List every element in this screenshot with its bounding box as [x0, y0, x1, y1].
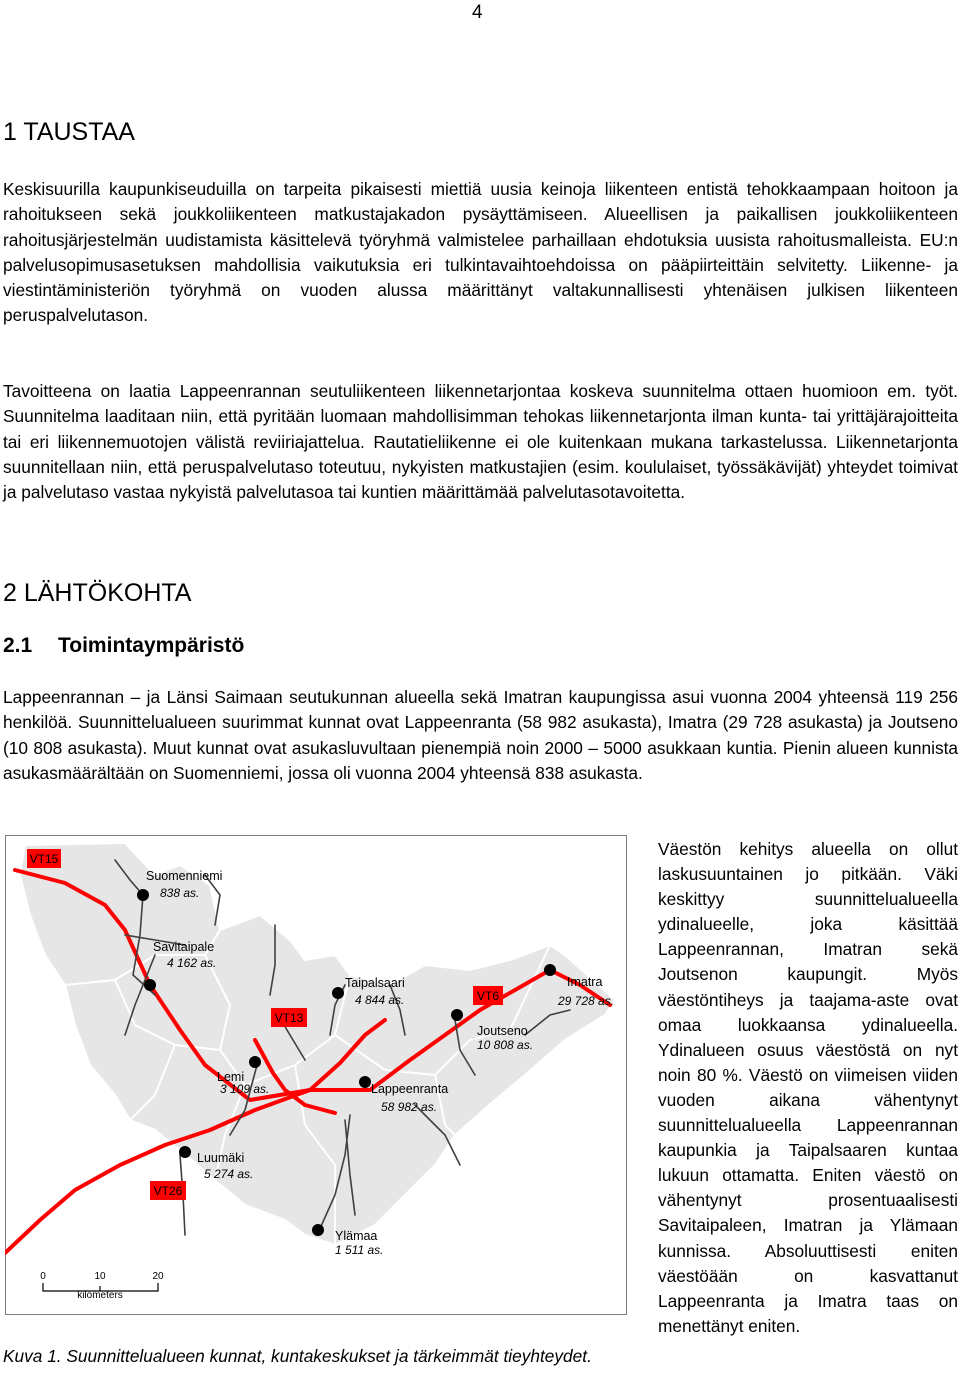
town-dot-lappeenranta — [359, 1076, 371, 1088]
page-number: 4 — [472, 2, 483, 23]
town-dot-ylamaa — [312, 1224, 324, 1236]
region-map — [5, 835, 627, 1315]
subsection-title: Toimintaympäristö — [58, 634, 245, 657]
road-label-vt15: VT15 — [29, 852, 59, 866]
town-population: 4 844 as. — [355, 993, 405, 1007]
town-dot-savitaipale — [144, 979, 156, 991]
scale-tick-20: 20 — [152, 1271, 164, 1282]
section-heading-lahtokohta: 2 LÄHTÖKOHTA — [3, 579, 192, 607]
paragraph-taustaa-2: Tavoitteena on laatia Lappeenrannan seutuliikenteen liikennetarjontaa koskeva suunnitelma ottaen huomioon em. työt. Suunnitelma laaditaan niin, että pyritään luomaan mahdollisimman tehokas liikennetarjonta ilman kunta- tai yrittäjärajoitteita tai eri liikennemuotojen välistä reviiriajattelua. Rautatieliikenne ei ole kuitenkaan mukana tarkastelussa. Liikennetarjonta suunnitellaan niin, että peruspalvelutaso toteutuu, nykyisten matkustajien (esim. koululaiset, työssäkävijät) yhteydet toimivat ja palvelutaso vastaa nykyistä palvelutasoa tai kuntien määrittämää palvelutasotavoitetta. — [3, 381, 958, 503]
town-name: Joutseno — [477, 1024, 528, 1038]
town-name: Imatra — [567, 975, 603, 989]
paragraph-toimintaymparisto: Lappeenrannan – ja Länsi Saimaan seutukunnan alueella sekä Imatran kaupungissa asui vuonna 2004 yhteensä 119 256 henkilöä. Suunnittelualueen suurimmat kunnat ovat Lappeenranta (58 982 asukasta), Imatra (29 728 asukasta) ja Joutseno (10 808 asukasta). Muut kunnat ovat asukasluvultaan pienempiä noin 2000 – 5000 asukkaan kuntia. Pienin alueen kunnista asukasmäärältään on Suomenniemi, jossa oli vuonna 2004 yhteensä 838 asukasta. — [3, 687, 958, 783]
town-population: 29 728 as. — [558, 994, 615, 1008]
town-dot-suomenniemi — [137, 889, 149, 901]
town-population: 4 162 as. — [167, 956, 217, 970]
town-name: Suomenniemi — [146, 869, 223, 883]
road-label-vt13: VT13 — [274, 1011, 304, 1025]
town-population: 838 as. — [160, 886, 200, 900]
section-heading-taustaa: 1 TAUSTAA — [3, 118, 135, 146]
town-dot-taipalsaari — [332, 987, 344, 999]
town-name: Savitaipale — [153, 940, 215, 954]
town-name: Lappeenranta — [371, 1082, 449, 1096]
town-population: 10 808 as. — [477, 1038, 534, 1052]
figure-caption: Kuva 1. Suunnittelualueen kunnat, kuntakeskukset ja tärkeimmät tieyhteydet. — [3, 1346, 592, 1366]
town-dot-imatra — [544, 964, 556, 976]
town-name: Lemi — [217, 1070, 245, 1084]
town-population: 5 274 as. — [204, 1167, 254, 1181]
town-dot-joutseno — [451, 1009, 463, 1021]
town-name: Taipalsaari — [345, 976, 405, 990]
town-name: Ylämaa — [335, 1229, 378, 1243]
scale-tick-10: 10 — [94, 1271, 106, 1282]
scale-unit: kilometers — [77, 1290, 123, 1301]
map-figure — [5, 835, 627, 1315]
subsection-heading — [3, 634, 244, 658]
scale-tick-0: 0 — [40, 1271, 46, 1282]
paragraph-taustaa-1: Keskisuurilla kaupunkiseuduilla on tarpeita pikaisesti miettiä uusia keinoja liikenteen entistä tehokkaampaan hoitoon ja rahoitukseen sekä joukkoliikenteen matkustajakadon pysäyttämiseen. Alueellisen ja paikallisen joukkoliikenteen rahoitusjärjestelmän uudistamista käsittelevä työryhmä valmistelee parhaillaan ehdotuksia uusista rahoitusmalleista. EU:n palvelusopimusasetuksen mahdollisia vaikutuksia eri tulkintavaihtoehdoissa on pääpiirteittäin selvitetty. Liikenne- ja viestintäministeriön työryhmä on vuoden alussa määrittänyt valtakunnallisesti yhtenäisen julkisen liikenteen peruspalvelutason. — [3, 179, 958, 326]
road-label-vt26: VT26 — [153, 1184, 183, 1198]
subsection-number: 2.1 — [3, 634, 33, 657]
side-paragraph: Väestön kehitys alueella on ollut laskusuuntainen jo pitkään. Väki keskittyy suunnittelualueella ydinalueelle, joka käsittää Lappeenrannan, Imatran sekä Joutsenon kaupungit. Myös väestöntiheys ja taajama-aste ovat omaa luokkaansa ydinalueella. Ydinalueen osuus väestöstä on nyt noin 80 %. Väestö on viimeisen viiden vuoden aikana vähentynyt suunnittelualueella Lappeenrannan kaupunkia ja Taipalsaaren kuntaa lukuun ottamatta. Eniten väestö on vähentynyt prosentuaalisesti Savitaipaleen, Imatran ja Ylämaan kunnissa. Absoluuttisesti eniten väestöään on kasvattanut Lappeenranta ja Imatra taas on menettänyt eniten. — [658, 839, 958, 1336]
town-dot-luumaki — [179, 1146, 191, 1158]
town-population: 3 109 as. — [220, 1082, 270, 1096]
town-population: 58 982 as. — [381, 1100, 438, 1114]
road-label-vt6: VT6 — [476, 989, 500, 1003]
town-population: 1 511 as. — [335, 1243, 384, 1257]
town-dot-lemi — [249, 1056, 261, 1068]
town-name: Luumäki — [197, 1151, 245, 1165]
